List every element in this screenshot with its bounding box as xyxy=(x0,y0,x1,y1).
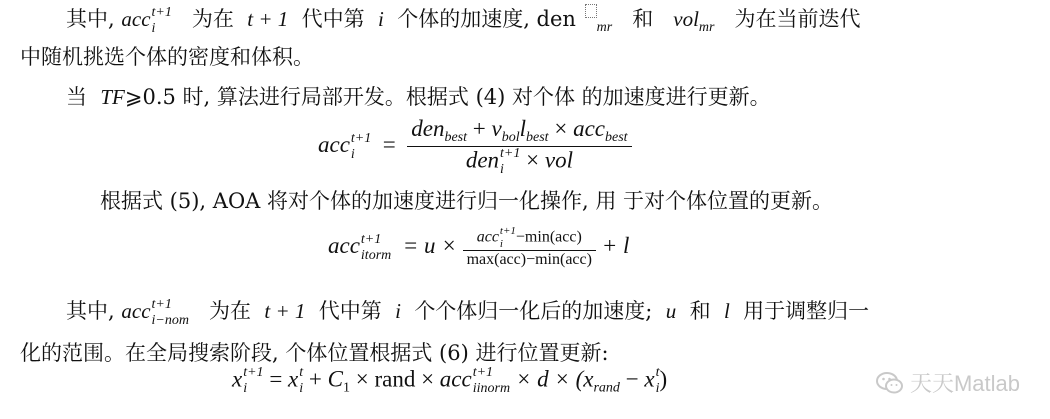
subscript: i xyxy=(655,381,660,396)
superscript: t xyxy=(299,365,304,380)
supsub xyxy=(361,233,391,263)
symbol-l: l xyxy=(519,116,527,141)
paragraph-line-4 xyxy=(100,186,833,216)
subscript: mr xyxy=(698,20,715,35)
superscript: t+1 xyxy=(243,365,264,380)
subscript: i xyxy=(350,146,355,162)
text: −min(acc) xyxy=(515,228,582,246)
plus-sign: + xyxy=(472,116,486,141)
text: 个体的加速度, den xyxy=(397,7,576,31)
symbol-acc: acc xyxy=(439,366,472,392)
superscript: t+1 xyxy=(472,365,494,380)
symbol-vol: vol xyxy=(544,147,573,173)
symbol-v: v xyxy=(491,116,502,141)
paragraph-line-3 xyxy=(66,82,771,112)
text: 和 xyxy=(632,7,654,31)
subscript: iinorm xyxy=(472,381,511,396)
text: 和 xyxy=(689,299,711,323)
text: 根据式 (5), AOA 将对个体的加速度进行归一化操作, 用 于对个体位置的更新。 xyxy=(100,189,834,213)
subscript: bol xyxy=(501,130,520,145)
paragraph-line-2 xyxy=(20,42,314,72)
superscript: t+1 xyxy=(151,4,172,20)
supsub xyxy=(473,366,510,396)
equation-5 xyxy=(328,226,629,269)
equation-6 xyxy=(232,366,667,396)
subscript: i xyxy=(499,238,503,250)
text: 其中, xyxy=(66,299,115,323)
subscript: i xyxy=(243,381,248,396)
subscript: mr xyxy=(596,20,613,35)
symbol-acc: acc xyxy=(328,232,360,258)
superscript: t xyxy=(655,365,660,380)
denominator xyxy=(407,147,631,177)
subscript: i xyxy=(151,20,156,36)
wechat-icon xyxy=(876,370,904,396)
supsub xyxy=(152,6,172,36)
denominator: max(acc)−min(acc) xyxy=(466,251,592,268)
plus-l: + l xyxy=(601,232,630,258)
numerator xyxy=(407,116,631,147)
supsub xyxy=(351,132,371,162)
subscript: 1 xyxy=(342,380,350,396)
fraction xyxy=(463,226,596,269)
times-rand-times: × rand × xyxy=(355,366,435,392)
subscript: i xyxy=(299,381,304,396)
text: 代中第 xyxy=(301,7,365,31)
subscript: rand xyxy=(593,380,620,396)
text: 为在 xyxy=(209,299,252,323)
superscript: t+1 xyxy=(500,146,521,161)
times-d-times-x: × d × (x xyxy=(515,366,594,392)
symbol-u: u xyxy=(665,299,677,323)
equation-4 xyxy=(318,116,632,177)
paragraph-line-6 xyxy=(20,338,609,368)
subscript: i xyxy=(500,162,504,177)
subscript: best xyxy=(444,130,468,145)
equals-u-times: = u × xyxy=(402,232,457,258)
symbol-x: x xyxy=(644,366,655,392)
symbol-acc: acc xyxy=(476,228,499,246)
text: 为在当前迭代 xyxy=(734,7,861,31)
symbol-acc: acc xyxy=(121,299,151,323)
symbol-acc: acc xyxy=(573,116,605,141)
text: 个个体归一化后的加速度; xyxy=(414,299,653,323)
text: 代中第 xyxy=(318,299,382,323)
superscript: t+1 xyxy=(350,130,372,146)
subscript: i−nom xyxy=(151,312,189,328)
symbol-i: i xyxy=(378,7,384,31)
watermark-text: 天天Matlab xyxy=(909,371,1020,396)
symbol-vol: vol xyxy=(673,7,699,31)
symbol-t-plus-1: t + 1 xyxy=(264,299,306,323)
subscript: itorm xyxy=(360,247,392,263)
text: ⩾0.5 时, 算法进行局部开发。根据式 (4) 对个体 的加速度进行更新。 xyxy=(124,85,771,109)
numerator xyxy=(463,226,596,251)
fraction xyxy=(407,116,631,177)
text: 为在 xyxy=(191,7,234,31)
close-paren: ) xyxy=(659,366,668,392)
symbol-acc: acc xyxy=(318,131,350,157)
placeholder-box-icon xyxy=(585,4,597,18)
subscript: best xyxy=(526,130,549,145)
superscript: t+1 xyxy=(151,296,172,312)
text: 用于调整归一 xyxy=(743,299,870,323)
symbol-den: den xyxy=(465,147,500,173)
symbol-x: x xyxy=(288,366,299,392)
equals-sign: = xyxy=(382,131,396,157)
paragraph-line-1 xyxy=(66,4,861,43)
text: 其中, xyxy=(66,7,115,31)
times-sign: × xyxy=(554,116,568,141)
superscript: t+1 xyxy=(499,225,516,237)
text: 当 xyxy=(66,85,87,109)
text: 中随机挑选个体的密度和体积。 xyxy=(20,45,314,69)
symbol-l: l xyxy=(723,299,730,323)
superscript: t+1 xyxy=(360,231,382,247)
watermark xyxy=(876,367,1020,398)
supsub xyxy=(243,366,263,396)
paragraph-line-5 xyxy=(66,296,869,328)
times-sign: × xyxy=(526,147,540,173)
plus-sign: + xyxy=(308,366,322,392)
equals-sign: = xyxy=(269,366,283,392)
supsub xyxy=(152,298,189,328)
supsub xyxy=(299,366,303,396)
symbol-t-plus-1: t + 1 xyxy=(247,7,289,31)
minus-sign: − xyxy=(625,366,639,392)
symbol-x: x xyxy=(232,366,243,392)
symbol-c: C xyxy=(327,366,343,392)
supsub xyxy=(500,226,516,250)
subscript: best xyxy=(604,130,628,145)
supsub xyxy=(500,147,520,177)
symbol-tf: TF xyxy=(100,85,125,109)
text: 化的范围。在全局搜索阶段, 个体位置根据式 (6) 进行位置更新: xyxy=(20,341,609,365)
symbol-i: i xyxy=(395,299,401,323)
symbol-den: den xyxy=(411,116,445,141)
symbol-acc: acc xyxy=(121,7,151,31)
